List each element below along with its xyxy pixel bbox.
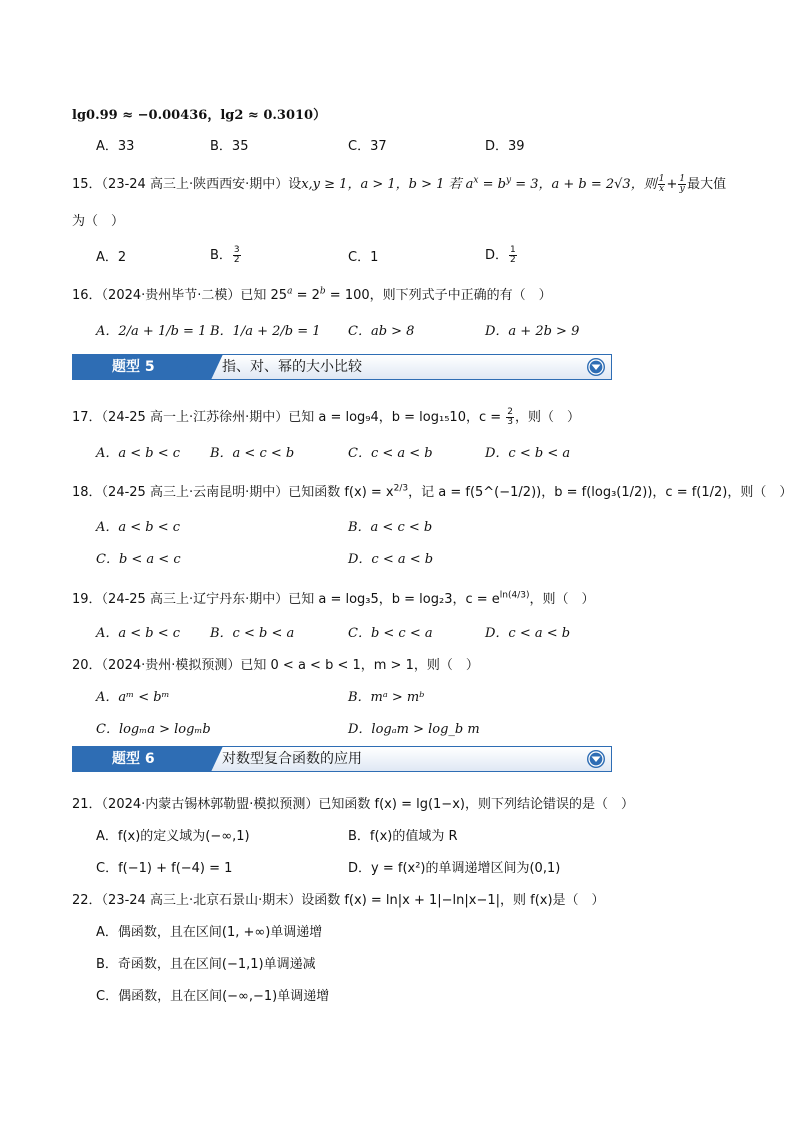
q19-option-d: D．c < a < b [485,626,571,641]
q15-stem: 15．（23-24 高三上·陕西西安·期中）设x,y ≥ 1，a > 1，b > 1 若 $a^x = b^y = 3$，a + b = 2√3，则 $\frac{1}{x}$ + $\frac{1}{y}$ 最大值 [72,174,727,194]
q19-tail: ，则（ ） [529,592,595,607]
q15-source: 15．（23-24 高三上·陕西西安·期中）设 [72,177,302,192]
q17-frac-num: 2 [507,407,514,417]
q17-option-d: D．c < b < a [485,446,571,461]
q21-option-a: A．f(x)的定义域为(−∞,1) [96,829,250,844]
chevron-down-circle-icon[interactable] [586,749,606,769]
q15-option-d-frac [509,246,517,265]
q16-option-a: A．2/a + 1/b = 1 [96,324,207,339]
q15-d-den: 2 [510,255,516,265]
q14-option-c: C．37 [348,139,387,154]
q19-stem [72,588,595,607]
q19-option-c: C．b < c < a [348,626,433,641]
q20-option-d: D．logₐm > log_b m [348,722,480,737]
q18-stem-text: 18．（24-25 高三上·云南昆明·期中）已知函数 f(x) = x [72,485,394,500]
q16-stem-c: = 100，则下列式子中正确的有（ ） [325,288,552,303]
q14-option-a: A．33 [96,139,135,154]
q15-sup-y: y [505,175,512,186]
section-header-6 [72,746,612,772]
q18-option-d: D．c < a < b [348,552,434,567]
q15-stem-cont: 为（ ） [72,214,125,229]
q21-stem: 21．（2024·内蒙古锡林郭勒盟·模拟预测）已知函数 f(x) = lg(1−x)，则下列结论错误的是（ ） [72,797,634,812]
q16-option-d: D．a + 2b > 9 [485,324,580,339]
q16-option-b: B．1/a + 2/b = 1 [210,324,321,339]
q18-option-a: A．a < b < c [96,520,181,535]
q20-option-b: B．mᵃ > mᵇ [348,690,425,705]
section-header-5 [72,354,612,380]
q15-sup-x: x [473,175,479,186]
q15-option-d-label: D． [485,248,509,263]
q17-frac-den: 3 [507,417,514,427]
q15-max: 最大值 [687,177,727,192]
q15-option-b-label: B． [210,248,232,263]
q14-option-d: D．39 [485,139,525,154]
q21-option-b: B．f(x)的值域为 R [348,829,458,844]
q15-b-num: 3 [233,245,240,255]
section-title: 对数型复合函数的应用 [222,751,362,767]
q19-option-a: A．a < b < c [96,626,181,641]
chevron-down-circle-icon[interactable] [586,357,606,377]
section-label: 题型 5 [72,354,202,380]
q15-option-b [210,244,242,265]
q18-tail: ，记 a = f(5^(−1/2))，b = f(log₃(1/2))，c = f(1/2)，则（ ） [408,485,793,500]
q14-tail: lg0.99 ≈ −0.00436，lg2 ≈ 0.3010） [72,108,327,123]
q15-eq: = b [478,177,506,192]
q15-frac-1x: $\frac{1}{x}$ [658,174,665,194]
q18-stem [72,481,792,500]
q20-stem: 20．（2024·贵州·模拟预测）已知 0 < a < b < 1，m > 1，则（ ） [72,658,479,673]
q17-stem-text: 17．（24-25 高一上·江苏徐州·期中）已知 a = log₉4，b = log₁₅10，c = [72,410,506,425]
q15-option-a: A．2 [96,250,127,265]
q22-stem: 22．（23-24 高三上·北京石景山·期末）设函数 f(x) = ln|x + 1|−ln|x−1|，则 f(x)是（ ） [72,893,605,908]
section-title: 指、对、幂的大小比较 [222,359,362,375]
q19-option-b: B．c < b < a [210,626,295,641]
q21-option-c: C．f(−1) + f(−4) = 1 [96,861,233,876]
q15-d-num: 1 [510,245,516,255]
q15-cond: x,y ≥ 1，a > 1，b > 1 若 a [301,177,474,192]
q19-stem-text: 19．（24-25 高三上·辽宁丹东·期中）已知 a = log₃5，b = log₂3，c = e [72,592,500,607]
q16-option-c: C．ab > 8 [348,324,415,339]
q16-stem-a: 16．（2024·贵州毕节·二模）已知 25 [72,288,288,303]
q15-option-d [485,244,518,265]
q21-option-d: D．y = f(x²)的单调递增区间为(0,1) [348,861,561,876]
q18-option-b: B．a < c < b [348,520,433,535]
q15-option-b-frac [233,246,241,265]
q16-stem-b: = 2 [292,288,320,303]
q18-sup: 2/3 [393,483,409,494]
q15-sum: = 3，a + b = 2√3，则 [511,177,657,192]
q16-stem [72,284,552,303]
q15-b-den: 2 [233,255,240,265]
q17-option-b: B．a < c < b [210,446,295,461]
q17-option-a: A．a < b < c [96,446,181,461]
q15-option-c: C．1 [348,250,379,265]
section-label: 题型 6 [72,746,202,772]
q17-stem [72,406,580,427]
q20-option-a: A．aᵐ < bᵐ [96,690,170,705]
q19-sup: ln(4/3) [499,590,530,601]
q16-sup-a: a [287,286,293,297]
q22-option-a: A．偶函数，且在区间(1, +∞)单调递增 [96,925,323,940]
q22-option-b: B．奇函数，且在区间(−1,1)单调递减 [96,957,316,972]
q18-option-c: C．b < a < c [96,552,181,567]
q22-option-c: C．偶函数，且在区间(−∞,−1)单调递增 [96,989,330,1004]
q20-option-c: C．logₘa > logₘb [96,722,211,737]
q17-option-c: C．c < a < b [348,446,433,461]
q17-tail: ，则（ ） [515,410,581,425]
q15-frac-1y: $\frac{1}{y}$ [679,174,686,194]
q17-frac [506,408,514,427]
q16-sup-b: b [319,286,326,297]
q14-option-b: B．35 [210,139,249,154]
